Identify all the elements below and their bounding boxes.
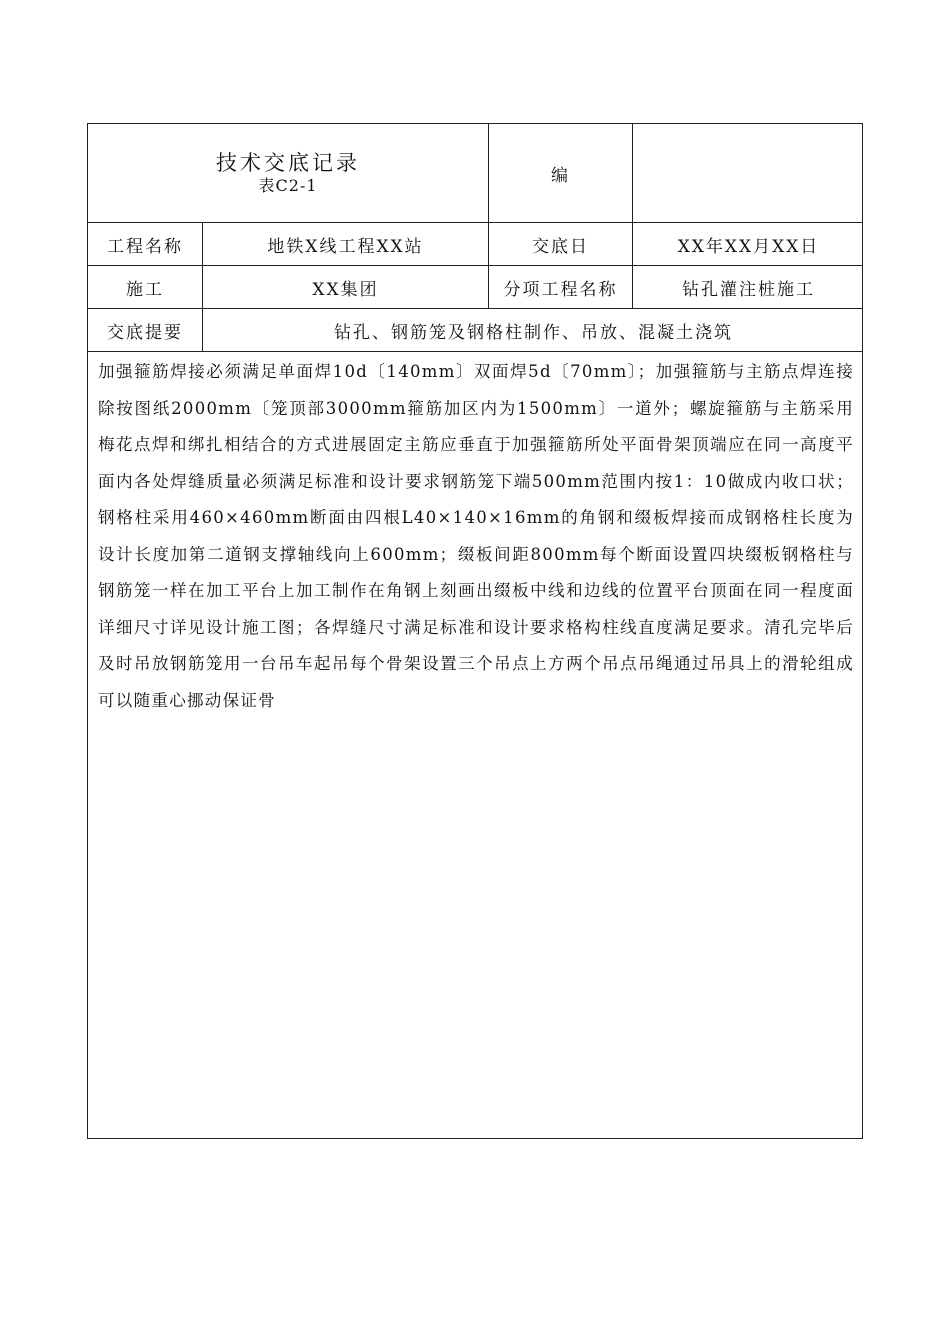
contractor-row [88, 266, 862, 309]
form-number: 表C2-1 [258, 176, 318, 195]
code-value [633, 124, 864, 222]
subproject-label: 分项工程名称 [489, 266, 633, 308]
title-cell [88, 124, 489, 222]
summary-value: 钻孔、钢筋笼及钢格柱制作、吊放、混凝土浇筑 [334, 322, 733, 343]
date-value: XX年XX月XX日 [677, 236, 820, 257]
subproject-value: 钻孔灌注桩施工 [682, 279, 815, 300]
project-row [88, 223, 862, 266]
contractor-value: XX集团 [203, 266, 489, 308]
form-title: 技术交底记录 [216, 151, 360, 175]
summary-row [88, 309, 862, 352]
disclosure-content: 加强箍筋焊接必须满足单面焊10d〔140mm〕双面焊5d〔70mm〕；加强箍筋与主筋点焊连接除按图纸2000mm〔笼顶部3000mm箍筋加区内为1500mm〕一道外；螺旋箍筋与主筋采用梅花点焊和绑扎相结合的方式进展固定主筋应垂直于加强箍筋所处平面骨架顶端应在同一高度平面内各处焊缝质量必须满足标准和设计要求钢筋笼下端500mm范围内按1：10做成内收口状；钢格柱采用460×460mm断面由四根L40×140×16mm的角钢和缀板焊接而成钢格柱长度为设计长度加第二道钢支撑轴线向上600mm；缀板间距800mm每个断面设置四块缀板钢格柱与钢筋笼一样在加工平台上加工制作在角钢上刻画出缀板中线和边线的位置平台顶面在同一程度面详细尺寸详见设计施工图；各焊缝尺寸满足标准和设计要求格构柱线直度满足要求。清孔完毕后及时吊放钢筋笼用一台吊车起吊每个骨架设置三个吊点上方两个吊点吊绳通过吊具上的滑轮组成可以随重心挪动保证骨 [98, 362, 854, 710]
header-row [88, 124, 862, 223]
summary-label: 交底提要 [88, 309, 203, 351]
code-label: 编 [489, 124, 633, 222]
disclosure-record-form [87, 123, 863, 1139]
project-name-label: 工程名称 [88, 223, 203, 265]
date-label: 交底日 [489, 223, 633, 265]
contractor-label: 施工 [88, 266, 203, 308]
project-name-value: 地铁X线工程XX站 [203, 223, 489, 265]
